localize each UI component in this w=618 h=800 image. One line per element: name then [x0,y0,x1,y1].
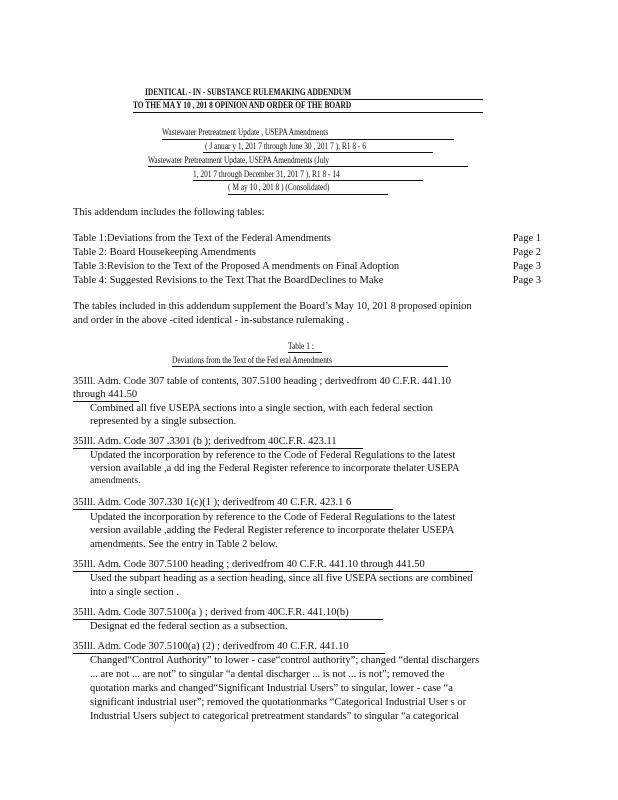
entry-citation: 35Ill. Adm. Code 307.5100 heading ; derivedfrom 40 C.F.R. 441.10 through 441.50 [73,559,425,570]
table-title: Deviations from the Text of the Fed eral Amendments [172,356,332,366]
entry-rule [73,448,363,449]
entry-rule [73,509,393,510]
entry-description: version available ,a dd ing the Federal Register reference to incorporate thelater USEPA [90,463,460,474]
summary-line-2: and order in the above -cited identical - in-substance rulemaking . [73,315,350,326]
toc-label: Table 2: Board Housekeeping Amendments [73,247,256,258]
entry-citation: 35Ill. Adm. Code 307 table of contents, 307.5100 heading ; derivedfrom 40 C.F.R. 441.10 [73,376,451,387]
entry-rule [73,619,383,620]
entry-description: version available ,adding the Federal Register reference to incorporate thelater USEPA [90,525,455,536]
entry-description: amendments. See the entry in Table 2 below. [90,539,278,550]
header-underline-5 [148,166,468,167]
toc-label: Table 1:Deviations from the Text of the Federal Amendments [73,233,331,244]
toc-row [73,233,541,246]
header-underline-7 [228,194,388,195]
toc-label: Table 4: Suggested Revisions to the Text That the BoardDeclines to Make [73,275,384,286]
toc-page: Page 3 [512,275,541,286]
header-title-line-1: IDENTICAL - IN - SUBSTANCE RULEMAKING ADDENDUM [145,88,352,98]
entry-description: Designat ed the federal section as a subsection. [90,621,288,632]
entry-citation: 35Ill. Adm. Code 307 .3301 (b ); derivedfrom 40C.F.R. 423.11 [73,436,337,447]
entry-rule [73,571,473,572]
header-title-line-2: TO THE MA Y 10 , 201 8 OPINION AND ORDER OF THE BOARD [133,101,352,111]
toc-row [73,247,541,260]
toc-page: Page 2 [512,247,541,258]
intro-text: This addendum includes the following tables: [73,207,265,218]
entry-description: into a single section . [90,587,179,598]
header-underline-6 [193,180,423,181]
entry-description: significant industrial user”; removed the quotationmarks “Categorical Industrial User s or [90,697,467,708]
toc-row [73,261,541,274]
entry-description: Industrial Users subject to categorical pretreatment standards” to singular “a categorical [90,711,460,722]
entry-citation: 35Ill. Adm. Code 307.5100(a ) ; derived from 40C.F.R. 441.10(b) [73,607,349,618]
entry-citation: 35Ill. Adm. Code 307.330 1(c)(1 ); derivedfrom 40 C.F.R. 423.1 6 [73,497,352,508]
header-underline-4 [203,152,433,153]
entry-rule [73,653,385,654]
header-subtitle-line-4: 1, 201 7 through December 31, 201 7 ), R1 8 - 14 [193,170,340,180]
entry-description: Changed“Control Authority” to lower - case“control authority”; changed “dental dischargers [90,655,480,666]
header-underline-2 [133,112,483,113]
entry-description: quotation marks and changed“Significant Industrial Users” to singular, lower - case “a [90,683,453,694]
entry-citation: 35Ill. Adm. Code 307.5100(a) (2) ; derivedfrom 40 C.F.R. 441.10 [73,641,349,652]
toc-page: Page 3 [512,261,541,272]
entry-rule [73,401,139,402]
header-underline-1 [145,99,483,100]
entry-description: Updated the incorporation by reference to the Code of Federal Regulations to the latest [90,450,456,461]
toc-label: Table 3:Revision to the Text of the Proposed A mendments on Final Adoption [73,261,400,272]
header-subtitle-line-3: Wastewater Pretreatment Update, USEPA Amendments (July [148,156,330,166]
header-subtitle-line-2: ( J anuar y 1, 201 7 through June 30 , 201 7 ), R1 8 - 6 [205,142,366,152]
entry-description: ... are not ... are not” to singular “a dental discharger ... is not ... is not”; removed the [90,669,445,680]
entry-description: Used the subpart heading as a section heading, since all five USEPA sections are combined [90,573,473,584]
header-subtitle-line-1: Wastewater Pretreatment Update , USEPA Amendments [162,128,329,138]
summary-line-1: The tables included in this addendum supplement the Board’s May 10, 201 8 proposed opinion [73,301,472,312]
table-label: Table 1 : [288,342,314,352]
entry-description: represented by a single subsection. [90,416,237,427]
toc-page: Page 1 [512,233,541,244]
table-label-underline [288,352,322,353]
entry-description: amendments. [90,476,141,486]
toc-row [73,275,541,288]
header-subtitle-line-5: ( M ay 10 , 201 8 ) (Consolidated) [228,183,330,193]
table-title-underline [172,366,448,367]
entry-description: Combined all five USEPA sections into a single section, with each federal section [90,403,433,414]
header-underline-3 [162,139,454,140]
entry-description: Updated the incorporation by reference to the Code of Federal Regulations to the latest [90,512,456,523]
entry-citation-continued: through 441.50 [73,389,138,400]
